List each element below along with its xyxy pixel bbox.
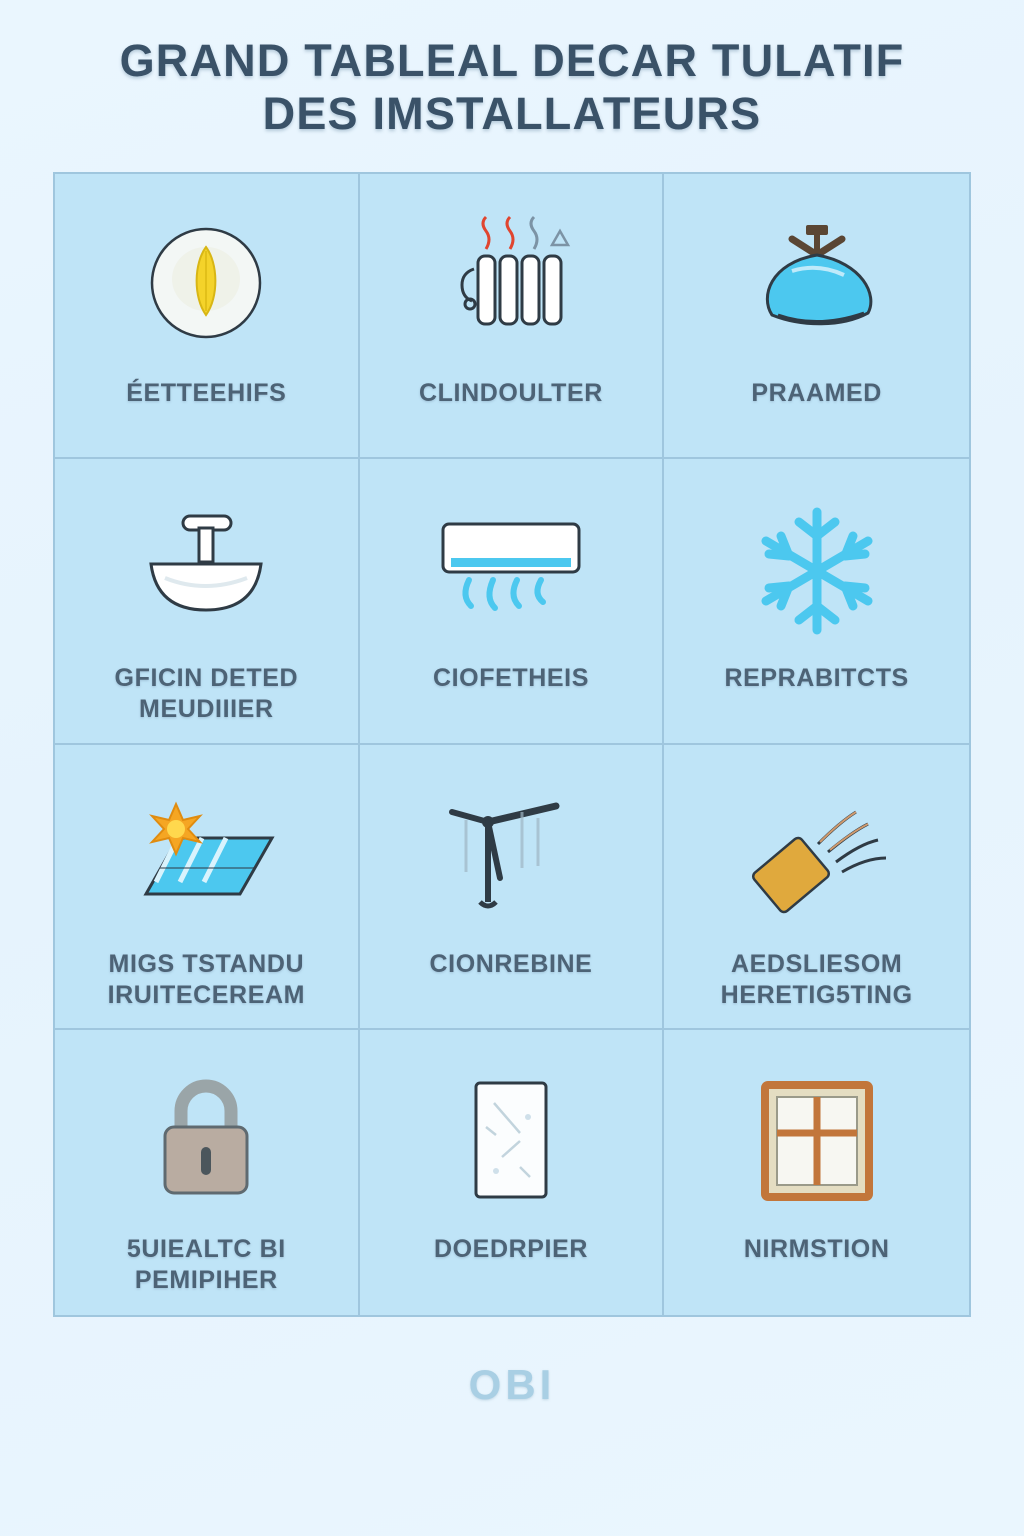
cell-caption: 5UIEALTC BI PEMIPIHER	[126, 1234, 286, 1294]
cell-caption: ÉETTEEHIFS	[126, 379, 287, 408]
grid-cell[interactable]	[360, 1030, 665, 1315]
solar-panel-icon	[55, 771, 358, 943]
title-line-1: GRAND TABLEAL DECAR TULATIF	[119, 35, 905, 86]
grid-cell[interactable]	[664, 174, 969, 459]
cell-caption: CIONREBINE	[429, 949, 593, 978]
cell-caption: CIOFETHEIS	[432, 664, 589, 693]
grid-cell[interactable]	[360, 459, 665, 744]
padlock-icon	[55, 1056, 358, 1228]
wind-turbine-icon	[360, 771, 663, 943]
cell-caption: NIRMSTION	[743, 1234, 890, 1263]
page-title	[62, 34, 962, 140]
cell-caption: PRAAMED	[751, 379, 882, 408]
cell-caption: AEDSLIESOM HERETIG5TING	[720, 949, 913, 1009]
title-line-2: DES IMSTALLATEURS	[262, 88, 762, 140]
snowflake-icon	[664, 485, 969, 657]
grid-cell[interactable]	[55, 174, 360, 459]
window-frame-icon	[664, 1056, 969, 1228]
electric-cable-icon	[664, 771, 969, 943]
cell-caption: DOEDRPIER	[433, 1234, 589, 1263]
paper-sheet-icon	[360, 1056, 663, 1228]
grid-cell[interactable]	[360, 745, 665, 1030]
ceiling-fan-icon	[664, 200, 969, 372]
cell-caption: REPRABITCTS	[724, 664, 909, 693]
icon-grid	[53, 172, 971, 1317]
grid-cell[interactable]	[55, 745, 360, 1030]
grid-cell[interactable]	[55, 459, 360, 744]
grid-cell[interactable]	[664, 1030, 969, 1315]
air-conditioner-icon	[360, 485, 663, 657]
footer-brand: OBI	[468, 1361, 556, 1409]
grid-cell[interactable]	[664, 459, 969, 744]
radiator-icon	[360, 200, 663, 372]
cell-caption: GFICIN DETED MEUDIIIER	[114, 664, 299, 724]
light-bulb-icon	[55, 200, 358, 372]
grid-cell[interactable]	[664, 745, 969, 1030]
grid-cell[interactable]	[360, 174, 665, 459]
cell-caption: MIGS TSTANDU IRUITECEREAM	[107, 949, 306, 1009]
sink-faucet-icon	[55, 485, 358, 657]
grid-cell[interactable]	[55, 1030, 360, 1315]
cell-caption: CLINDOULTER	[419, 379, 603, 408]
